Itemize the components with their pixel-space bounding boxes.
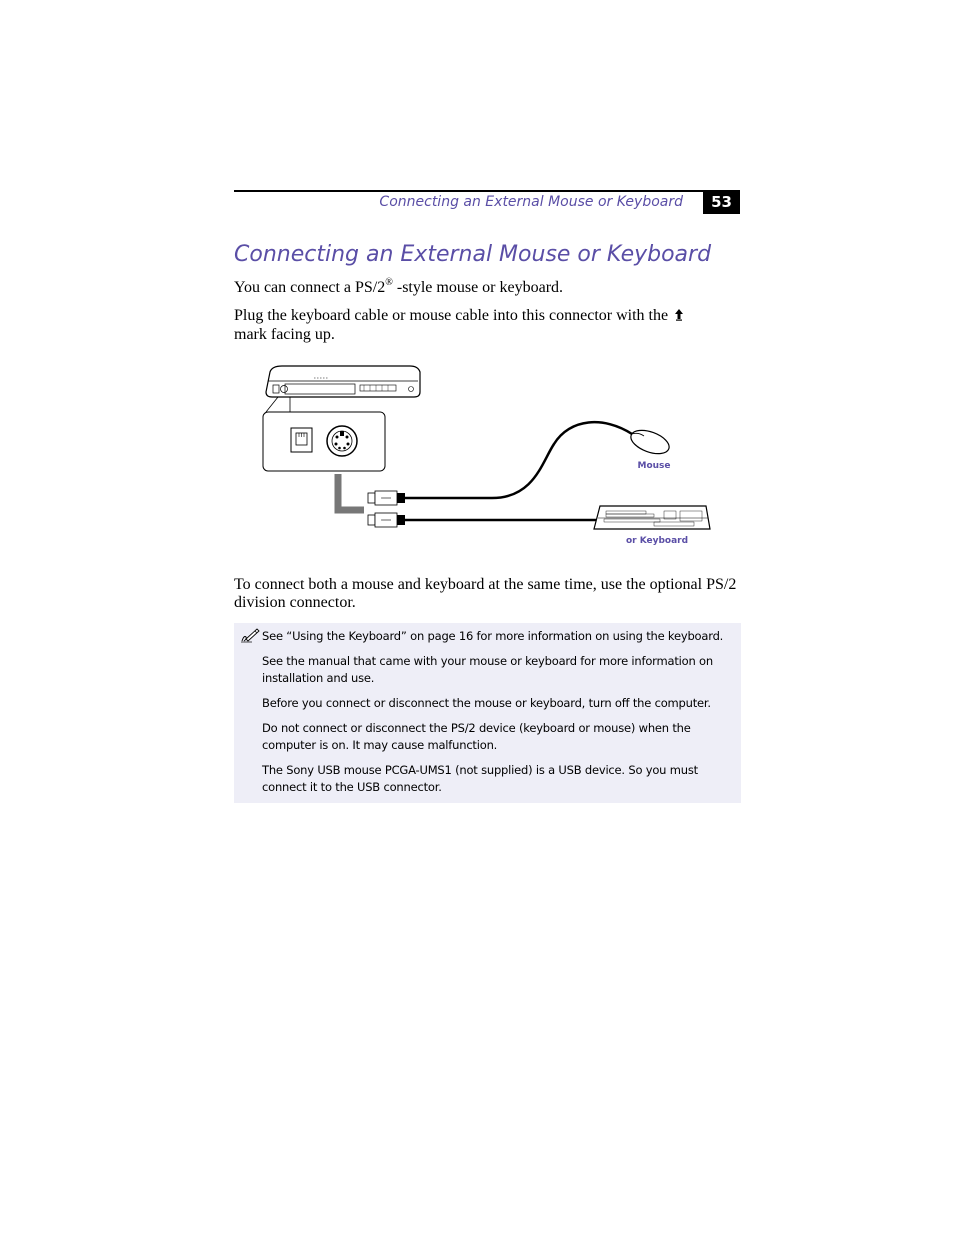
note-box xyxy=(234,623,741,803)
note-list xyxy=(262,628,736,804)
instruction-paragraph xyxy=(234,307,689,344)
note-item: The Sony USB mouse PCGA-UMS1 (not supplied) is a USB device. So you must connect it to the USB connector. xyxy=(262,763,698,794)
note-item: Before you connect or disconnect the mouse or keyboard, turn off the computer. xyxy=(262,696,711,710)
laptop-rear-view xyxy=(266,366,420,397)
note-item: See “Using the Keyboard” on page 16 for more information on using the keyboard. xyxy=(262,629,724,643)
mouse-drawing xyxy=(628,426,672,458)
keyboard-drawing xyxy=(594,506,710,529)
header-rule xyxy=(234,190,740,192)
instruction-text-end: mark facing up. xyxy=(234,326,335,343)
keyboard-label: or Keyboard xyxy=(625,536,689,546)
note-item: Do not connect or disconnect the PS/2 device (keyboard or mouse) when the computer is on. It may cause malfunction. xyxy=(262,721,691,752)
connection-illustration xyxy=(234,354,740,554)
intro-paragraph xyxy=(234,279,563,297)
arrow-up-icon xyxy=(674,308,684,326)
note-item: See the manual that came with your mouse or keyboard for more information on installation and use. xyxy=(262,654,713,685)
mouse-plug xyxy=(368,491,405,505)
running-head: Connecting an External Mouse or Keyboard xyxy=(379,194,683,210)
page-number: 53 xyxy=(703,191,740,214)
division-connector-paragraph: To connect both a mouse and keyboard at the same time, use the optional PS/2 division connector. xyxy=(234,576,737,611)
port-closeup xyxy=(263,412,385,471)
connection-diagram xyxy=(234,354,740,554)
keyboard-plug xyxy=(368,513,405,527)
mouse-label: Mouse xyxy=(637,461,671,471)
pencil-note-icon xyxy=(240,627,260,648)
section-title: Connecting an External Mouse or Keyboard xyxy=(234,242,712,267)
registered-mark: ® xyxy=(385,277,393,288)
instruction-text: Plug the keyboard cable or mouse cable into this connector with the xyxy=(234,307,673,324)
intro-text: You can connect a PS/2 xyxy=(234,279,386,296)
intro-text-end: -style mouse or keyboard. xyxy=(392,279,564,296)
